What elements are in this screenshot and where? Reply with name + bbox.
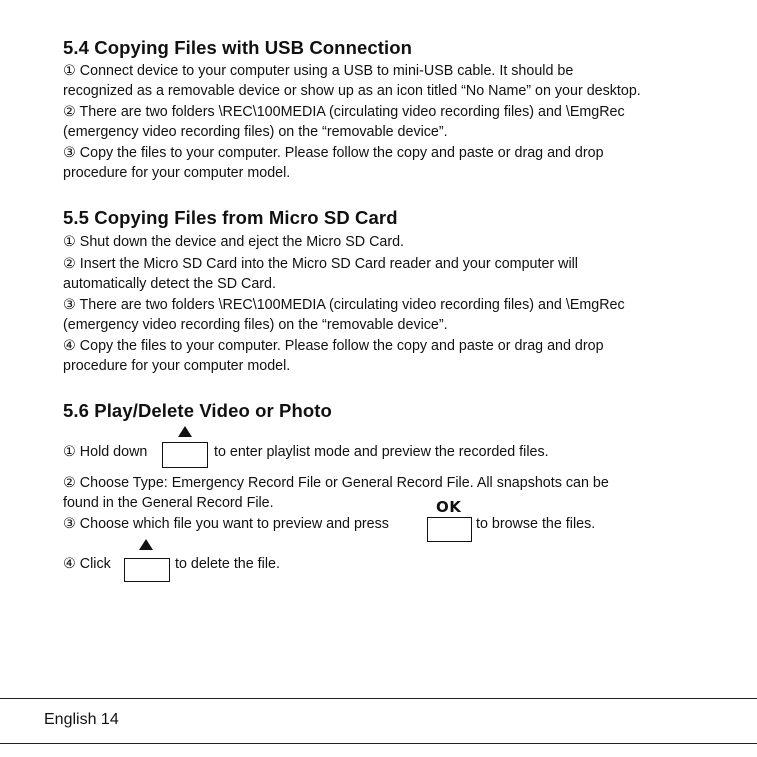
step-paragraph [63, 443, 743, 463]
section-title-5-5: 5.5 Copying Files from Micro SD Card [63, 207, 398, 228]
step-line: (emergency video recording files) on the “removable device”. [63, 123, 448, 140]
step-text: ④ Click [63, 556, 111, 572]
step-line: procedure for your computer model. [63, 357, 291, 374]
step-paragraph [63, 233, 743, 253]
step-paragraph [63, 337, 743, 376]
section-title-5-4: 5.4 Copying Files with USB Connection [63, 37, 413, 58]
step-paragraph [63, 144, 743, 183]
step-line: ④ Copy the files to your computer. Please follow the copy and paste or drag and drop [63, 338, 604, 354]
step-paragraph [63, 62, 743, 101]
ok-button [427, 517, 472, 542]
up-arrow-button [124, 558, 170, 582]
step-line: ② There are two folders \REC\100MEDIA (circulating video recording files) and \EmgRec [63, 104, 625, 120]
step-line: ③ Copy the files to your computer. Please follow the copy and paste or drag and drop [63, 145, 604, 161]
page-footer: English 14 [44, 711, 119, 728]
step-paragraph [63, 555, 743, 575]
step-line: recognized as a removable device or show up as an icon titled “No Name” on your desktop. [63, 82, 641, 99]
step-line: procedure for your computer model. [63, 164, 291, 181]
footer-top-rule [0, 698, 757, 699]
step-line: ② Choose Type: Emergency Record File or General Record File. All snapshots can be [63, 475, 609, 491]
up-arrow-icon [178, 426, 192, 437]
step-line: found in the General Record File. [63, 494, 274, 511]
step-line: ① Shut down the device and eject the Micro SD Card. [63, 234, 405, 250]
step-paragraph [63, 103, 743, 142]
up-arrow-button [162, 442, 208, 468]
step-line: ③ There are two folders \REC\100MEDIA (circulating video recording files) and \EmgRec [63, 297, 625, 313]
step-text: to delete the file. [175, 556, 280, 572]
step-paragraph [63, 474, 743, 513]
footer-bottom-rule [0, 743, 757, 744]
section-title-5-6: 5.6 Play/Delete Video or Photo [63, 400, 332, 421]
step-paragraph [63, 255, 743, 294]
ok-icon: OK [436, 498, 462, 516]
step-text: to browse the files. [476, 516, 596, 532]
step-text: ① Hold down [63, 444, 148, 460]
step-line: ① Connect device to your computer using a USB to mini-USB cable. It should be [63, 63, 574, 79]
step-paragraph [63, 296, 743, 335]
up-arrow-icon [139, 539, 153, 550]
step-line: (emergency video recording files) on the “removable device”. [63, 316, 448, 333]
step-line: automatically detect the SD Card. [63, 275, 276, 292]
step-text: to enter playlist mode and preview the recorded files. [214, 444, 549, 460]
step-text: ③ Choose which file you want to preview and press [63, 516, 389, 532]
step-line: ② Insert the Micro SD Card into the Micro SD Card reader and your computer will [63, 256, 578, 272]
